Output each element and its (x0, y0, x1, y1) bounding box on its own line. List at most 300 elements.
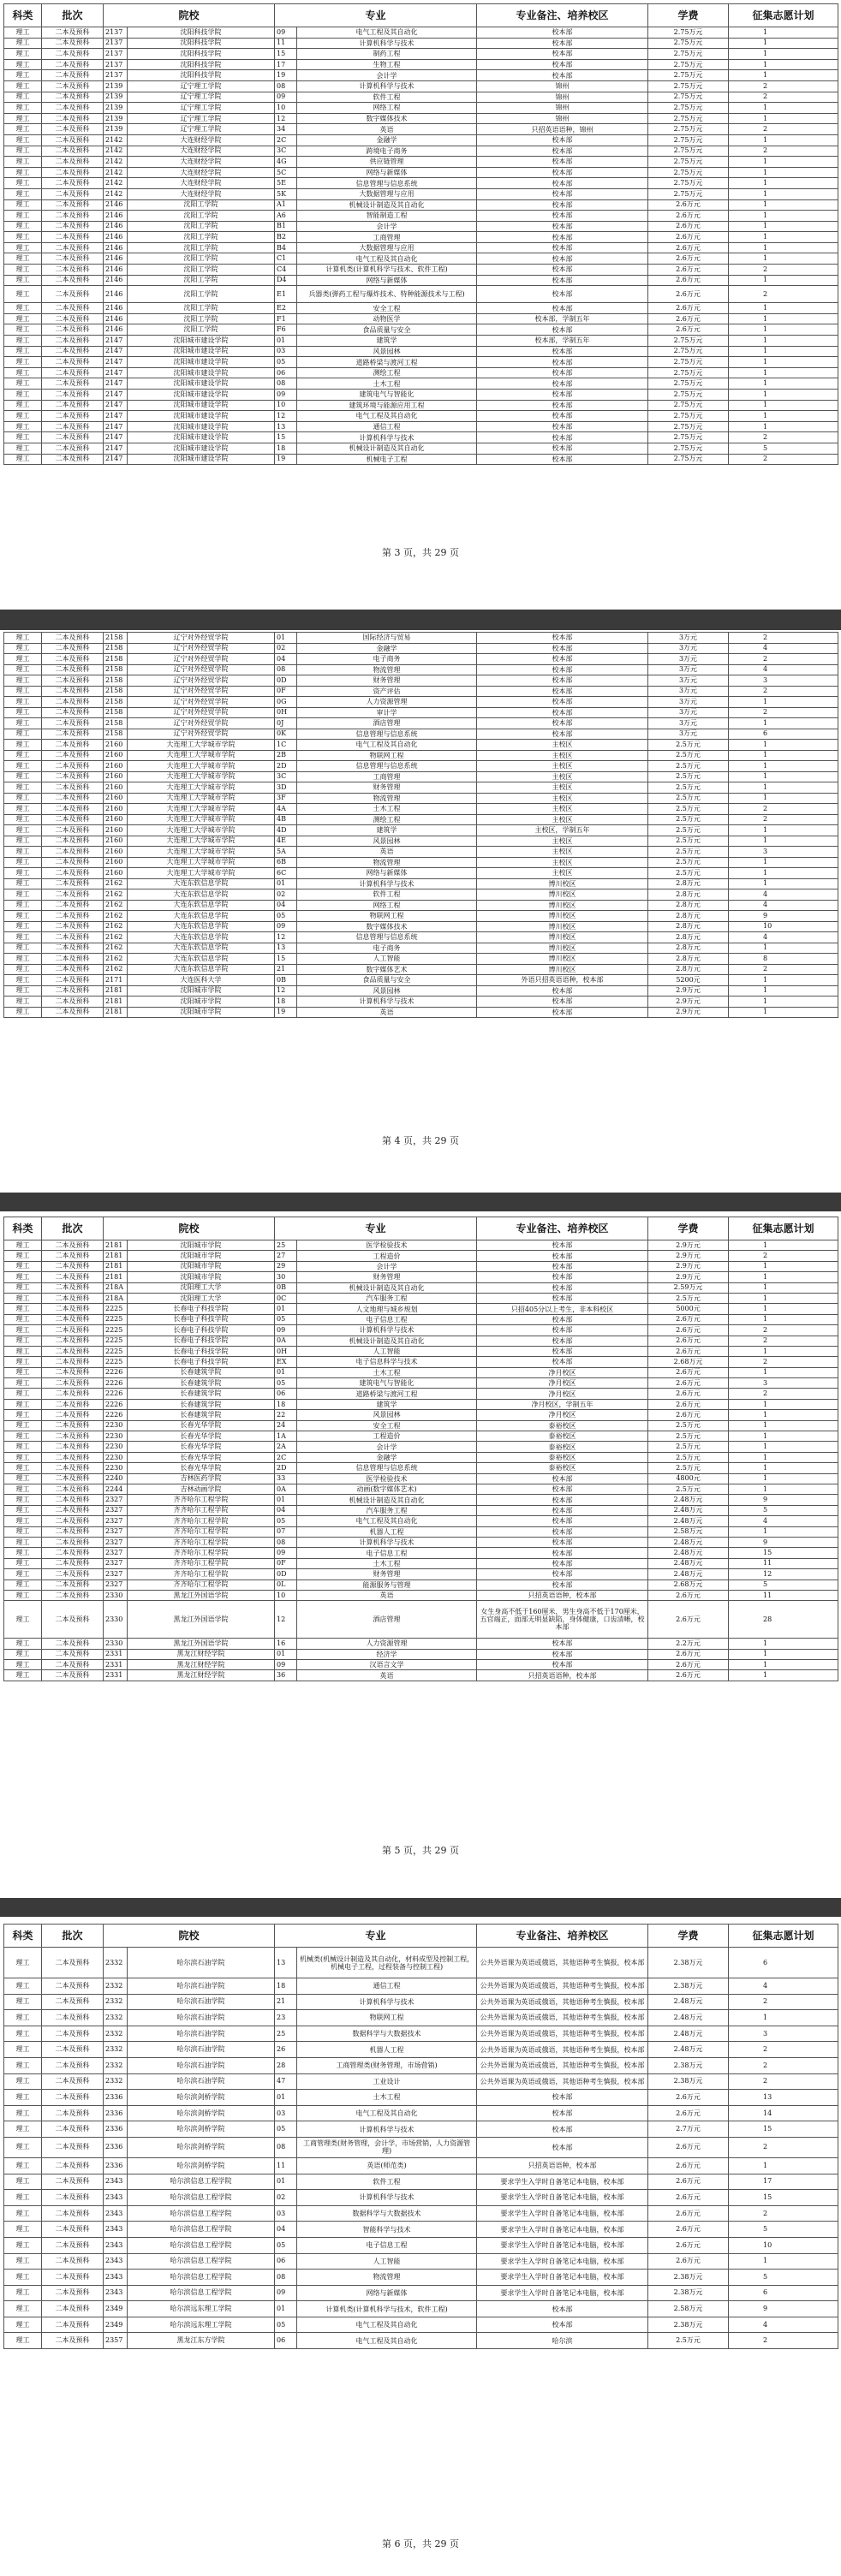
tuition-cell: 2.48万元 (648, 1505, 729, 1515)
major-name-cell: 医学检验技术 (297, 1473, 477, 1484)
school-code-cell: 2343 (104, 2285, 128, 2301)
tuition-cell: 2.8万元 (648, 932, 729, 943)
major-name-cell: 通信工程 (297, 1978, 477, 1995)
subject-cell: 理工 (4, 188, 42, 199)
subject-cell: 理工 (4, 740, 42, 751)
major-name-cell: 软件工程 (297, 889, 477, 901)
major-name-cell: 网络与新媒体 (297, 2285, 477, 2301)
major-code-cell: 13 (275, 943, 297, 954)
major-name-cell: 食品质量与安全 (297, 975, 477, 986)
tuition-cell: 2.6万元 (648, 324, 729, 336)
batch-cell: 二本及预科 (42, 92, 104, 103)
major-note-cell: 博川校区 (477, 954, 648, 965)
school-name-cell: 哈尔滨信息工程学院 (128, 2285, 275, 2301)
school-name-cell: 黑龙江财经学院 (128, 1649, 275, 1659)
subject-cell: 理工 (4, 1272, 42, 1282)
table-row (4, 654, 838, 665)
major-note-cell: 校本部 (477, 324, 648, 336)
major-code-cell: 28 (275, 2057, 297, 2073)
major-note-cell: 校本部 (477, 2301, 648, 2317)
school-code-cell: 2142 (104, 146, 128, 157)
major-code-cell: 01 (275, 2301, 297, 2317)
subject-cell: 理工 (4, 825, 42, 836)
school-name-cell: 大连理工大学城市学院 (128, 782, 275, 794)
batch-cell: 二本及预科 (42, 1420, 104, 1431)
major-note-cell: 校本部 (477, 2090, 648, 2106)
batch-cell: 二本及预科 (42, 1463, 104, 1473)
plan-cell: 1 (729, 400, 838, 411)
major-name-cell: 计算机科学与技术 (297, 80, 477, 92)
subject-cell: 理工 (4, 124, 42, 135)
plan-cell: 2 (729, 265, 838, 276)
school-name-cell: 哈尔滨信息工程学院 (128, 2205, 275, 2222)
school-code-cell: 2343 (104, 2190, 128, 2206)
table-row (4, 1378, 838, 1389)
major-note-cell: 主校区 (477, 793, 648, 804)
tuition-cell: 2.9万元 (648, 1240, 729, 1251)
batch-cell: 二本及预科 (42, 2333, 104, 2349)
batch-cell: 二本及预科 (42, 697, 104, 708)
plan-cell: 2 (729, 814, 838, 825)
school-code-cell: 218A (104, 1293, 128, 1303)
major-name-cell: 建筑电气与智能化 (297, 1378, 477, 1389)
major-note-cell: 只招英语语种，校本部 (477, 1590, 648, 1600)
batch-cell: 二本及预科 (42, 1314, 104, 1324)
major-code-cell: 01 (275, 1495, 297, 1505)
plan-cell: 2 (729, 686, 838, 697)
table-row (4, 2157, 838, 2174)
major-code-cell: C1 (275, 253, 297, 265)
tuition-cell: 2.6万元 (648, 221, 729, 232)
batch-cell: 二本及预科 (42, 2317, 104, 2333)
subject-cell: 理工 (4, 1314, 42, 1324)
major-name-cell: 酒店管理 (297, 718, 477, 729)
batch-cell: 二本及预科 (42, 1569, 104, 1580)
table-row (4, 900, 838, 911)
table-row (4, 1304, 838, 1314)
school-name-cell: 大连理工大学城市学院 (128, 740, 275, 751)
major-name-cell: 动画(数字媒体艺术) (297, 1484, 477, 1494)
school-name-cell: 哈尔滨剑桥学院 (128, 2121, 275, 2138)
plan-cell: 2 (729, 2057, 838, 2073)
tuition-cell: 2.9万元 (648, 1007, 729, 1018)
major-code-cell: 08 (275, 2270, 297, 2286)
plan-cell: 1 (729, 1431, 838, 1442)
school-code-cell: 2137 (104, 59, 128, 70)
batch-cell: 二本及预科 (42, 134, 104, 146)
major-code-cell: 04 (275, 654, 297, 665)
school-code-cell: 2331 (104, 1649, 128, 1659)
major-note-cell: 校本部 (477, 1251, 648, 1261)
table-row (4, 825, 838, 836)
school-code-cell: 2331 (104, 1660, 128, 1670)
school-code-cell: 2336 (104, 2090, 128, 2106)
major-code-cell: 5C (275, 167, 297, 178)
school-name-cell: 沈阳工学院 (128, 324, 275, 336)
header-plan: 征集志愿计划 (729, 1925, 838, 1948)
school-name-cell: 大连财经学院 (128, 134, 275, 146)
table-row (4, 793, 838, 804)
subject-cell: 理工 (4, 2222, 42, 2238)
table-row (4, 1601, 838, 1639)
table-row (4, 1463, 838, 1473)
plan-cell: 1 (729, 49, 838, 60)
table-row (4, 836, 838, 847)
subject-cell: 理工 (4, 303, 42, 314)
major-note-cell: 校本部 (477, 421, 648, 432)
table-row (4, 2285, 838, 2301)
school-code-cell: 2147 (104, 432, 128, 443)
table-row (4, 134, 838, 146)
school-name-cell: 沈阳工学院 (128, 313, 275, 324)
subject-cell: 理工 (4, 211, 42, 222)
table-row (4, 232, 838, 243)
table-row (4, 1357, 838, 1367)
major-name-cell: 信息管理与信息系统 (297, 932, 477, 943)
school-code-cell: 2343 (104, 2253, 128, 2270)
school-name-cell: 辽宁理工学院 (128, 92, 275, 103)
batch-cell: 二本及预科 (42, 1389, 104, 1399)
header-plan: 征集志愿计划 (729, 4, 838, 27)
major-name-cell: 跨境电子商务 (297, 146, 477, 157)
school-name-cell: 大连理工大学城市学院 (128, 836, 275, 847)
plan-cell: 1 (729, 134, 838, 146)
major-name-cell: 会计学 (297, 1261, 477, 1271)
batch-cell: 二本及预科 (42, 2270, 104, 2286)
major-name-cell: 人力资源管理 (297, 697, 477, 708)
table-row (4, 633, 838, 644)
major-note-cell: 要求学生入学时自备笔记本电脑，校本部 (477, 2222, 648, 2238)
batch-cell: 二本及预科 (42, 878, 104, 889)
major-note-cell: 校本部 (477, 1473, 648, 1484)
major-code-cell: 18 (275, 996, 297, 1008)
school-code-cell: 2225 (104, 1357, 128, 1367)
subject-cell: 理工 (4, 1978, 42, 1995)
tuition-cell: 2.75万元 (648, 378, 729, 390)
plan-cell: 1 (729, 59, 838, 70)
batch-cell: 二本及预科 (42, 49, 104, 60)
major-code-cell: 01 (275, 1649, 297, 1659)
table-row (4, 868, 838, 879)
school-code-cell: 2327 (104, 1569, 128, 1580)
header-major: 专业 (275, 1925, 477, 1948)
table-row (4, 1548, 838, 1558)
subject-cell: 理工 (4, 2317, 42, 2333)
school-name-cell: 齐齐哈尔工程学院 (128, 1537, 275, 1547)
table-row (4, 80, 838, 92)
school-code-cell: 2158 (104, 697, 128, 708)
tuition-cell: 2.75万元 (648, 38, 729, 49)
major-note-cell: 校本部 (477, 188, 648, 199)
subject-cell: 理工 (4, 113, 42, 124)
tuition-cell: 2.9万元 (648, 996, 729, 1008)
header-major-note: 专业备注、培养校区 (477, 1925, 648, 1948)
school-code-cell: 2147 (104, 421, 128, 432)
tuition-cell: 2.6万元 (648, 1601, 729, 1639)
major-code-cell: 2D (275, 761, 297, 772)
school-code-cell: 2147 (104, 357, 128, 368)
subject-cell: 理工 (4, 103, 42, 114)
major-note-cell: 哈尔滨 (477, 2333, 648, 2349)
batch-cell: 二本及预科 (42, 1548, 104, 1558)
major-name-cell: 能源服务与管理 (297, 1580, 477, 1590)
major-code-cell: 2C (275, 134, 297, 146)
batch-cell: 二本及预科 (42, 1261, 104, 1271)
major-note-cell: 校本部 (477, 1516, 648, 1526)
plan-cell: 1 (729, 1261, 838, 1271)
table-row (4, 1569, 838, 1580)
page-footer: 第 3 页，共 29 页 (382, 547, 459, 558)
school-name-cell: 哈尔滨石油学院 (128, 1994, 275, 2010)
tuition-cell: 2.5万元 (648, 836, 729, 847)
major-code-cell: 4B (275, 814, 297, 825)
table-row (4, 943, 838, 954)
school-code-cell: 2327 (104, 1526, 128, 1537)
major-code-cell: E2 (275, 303, 297, 314)
major-note-cell: 要求学生入学时自备笔记本电脑，校本部 (477, 2237, 648, 2253)
batch-cell: 二本及预科 (42, 771, 104, 782)
school-code-cell: 2226 (104, 1399, 128, 1409)
major-code-cell: 17 (275, 59, 297, 70)
major-note-cell: 只招英语语种，校本部 (477, 2157, 648, 2174)
table-row (4, 1978, 838, 1995)
major-note-cell: 外语只招英语语种，校本部 (477, 975, 648, 986)
school-name-cell: 辽宁对外经贸学院 (128, 654, 275, 665)
school-name-cell: 大连东软信息学院 (128, 964, 275, 975)
school-code-cell: 2332 (104, 2042, 128, 2058)
header-batch: 批次 (42, 1217, 104, 1240)
header-school: 院校 (104, 1925, 275, 1948)
plan-cell: 2 (729, 454, 838, 465)
plan-cell: 2 (729, 633, 838, 644)
school-code-cell: 2343 (104, 2174, 128, 2190)
tuition-cell: 2.48万元 (648, 1495, 729, 1505)
major-name-cell: 物流管理 (297, 664, 477, 675)
major-note-cell: 主校区 (477, 782, 648, 794)
major-name-cell: 智能制造工程 (297, 211, 477, 222)
tuition-cell: 2.48万元 (648, 2042, 729, 2058)
table-row (4, 2105, 838, 2121)
school-code-cell: 2146 (104, 313, 128, 324)
major-name-cell: 英语 (297, 1007, 477, 1018)
batch-cell: 二本及预科 (42, 38, 104, 49)
plan-cell: 1 (729, 1399, 838, 1409)
major-name-cell: 物流管理 (297, 857, 477, 868)
school-name-cell: 大连财经学院 (128, 167, 275, 178)
tuition-cell: 2.5万元 (648, 1463, 729, 1473)
major-code-cell: 1C (275, 740, 297, 751)
major-code-cell: 06 (275, 1389, 297, 1399)
major-code-cell: EX (275, 1357, 297, 1367)
plan-cell: 1 (729, 253, 838, 265)
major-code-cell: 21 (275, 964, 297, 975)
major-code-cell: 0F (275, 1558, 297, 1568)
plan-cell: 2 (729, 2137, 838, 2157)
subject-cell: 理工 (4, 954, 42, 965)
plan-cell: 1 (729, 1007, 838, 1018)
major-name-cell: 大数据管理与应用 (297, 188, 477, 199)
major-name-cell: 医学检验技术 (297, 1240, 477, 1251)
plan-cell: 2 (729, 1336, 838, 1346)
table-row (4, 782, 838, 794)
batch-cell: 二本及预科 (42, 1649, 104, 1659)
school-name-cell: 沈阳工学院 (128, 275, 275, 286)
subject-cell: 理工 (4, 996, 42, 1008)
school-name-cell: 大连财经学院 (128, 178, 275, 189)
batch-cell: 二本及预科 (42, 1293, 104, 1303)
major-code-cell: C4 (275, 265, 297, 276)
school-name-cell: 哈尔滨剑桥学院 (128, 2090, 275, 2106)
school-name-cell: 沈阳城市学院 (128, 1007, 275, 1018)
school-name-cell: 哈尔滨剑桥学院 (128, 2105, 275, 2121)
school-code-cell: 2226 (104, 1389, 128, 1399)
plan-cell: 2 (729, 124, 838, 135)
tuition-cell: 2.75万元 (648, 188, 729, 199)
major-note-cell: 博川校区 (477, 889, 648, 901)
major-code-cell: 05 (275, 357, 297, 368)
batch-cell: 二本及预科 (42, 167, 104, 178)
school-code-cell: 218A (104, 1282, 128, 1293)
major-code-cell: 04 (275, 900, 297, 911)
school-name-cell: 大连东软信息学院 (128, 943, 275, 954)
table-row (4, 2253, 838, 2270)
major-code-cell: F1 (275, 313, 297, 324)
school-name-cell: 长春光华学院 (128, 1420, 275, 1431)
major-name-cell: 数字媒体艺术 (297, 964, 477, 975)
major-note-cell: 校本部 (477, 1580, 648, 1590)
school-code-cell: 2181 (104, 1240, 128, 1251)
batch-cell: 二本及预科 (42, 1367, 104, 1377)
major-note-cell: 公共外语课为英语或俄语，其他语种考生慎报，校本部 (477, 1994, 648, 2010)
school-code-cell: 2327 (104, 1505, 128, 1515)
table-row (4, 199, 838, 211)
batch-cell: 二本及预科 (42, 2073, 104, 2090)
plan-cell: 3 (729, 2026, 838, 2042)
tuition-cell: 2.6万元 (648, 1367, 729, 1377)
table-row (4, 2205, 838, 2222)
table-row (4, 1484, 838, 1494)
major-name-cell: 机器人工程 (297, 1526, 477, 1537)
school-code-cell: 2158 (104, 654, 128, 665)
subject-cell: 理工 (4, 1580, 42, 1590)
batch-cell: 二本及预科 (42, 2222, 104, 2238)
table-row (4, 92, 838, 103)
batch-cell: 二本及预科 (42, 346, 104, 357)
school-name-cell: 沈阳理工大学 (128, 1293, 275, 1303)
major-note-cell: 博川校区 (477, 964, 648, 975)
school-name-cell: 大连东软信息学院 (128, 878, 275, 889)
school-name-cell: 黑龙江东方学院 (128, 2333, 275, 2349)
school-code-cell: 2146 (104, 324, 128, 336)
school-name-cell: 齐齐哈尔工程学院 (128, 1505, 275, 1515)
major-code-cell: 19 (275, 454, 297, 465)
plan-cell: 5 (729, 1580, 838, 1590)
major-code-cell: 13 (275, 421, 297, 432)
school-code-cell: 2160 (104, 740, 128, 751)
table-row (4, 1346, 838, 1356)
plan-cell: 1 (729, 878, 838, 889)
table-row (4, 38, 838, 49)
table-row (4, 2317, 838, 2333)
subject-cell: 理工 (4, 1505, 42, 1515)
tuition-cell: 2.6万元 (648, 2253, 729, 2270)
school-code-cell: 2139 (104, 113, 128, 124)
school-code-cell: 2226 (104, 1378, 128, 1389)
subject-cell: 理工 (4, 2010, 42, 2026)
plan-cell: 9 (729, 1495, 838, 1505)
major-note-cell: 校本部，学制五年 (477, 336, 648, 347)
school-code-cell: 2146 (104, 275, 128, 286)
major-note-cell: 校本部 (477, 199, 648, 211)
major-name-cell: 土木工程 (297, 378, 477, 390)
major-note-cell: 校本部 (477, 707, 648, 718)
school-name-cell: 沈阳科技学院 (128, 49, 275, 60)
subject-cell: 理工 (4, 411, 42, 422)
subject-cell: 理工 (4, 2057, 42, 2073)
major-code-cell: 33 (275, 1473, 297, 1484)
tuition-cell: 2.75万元 (648, 336, 729, 347)
school-code-cell: 2158 (104, 718, 128, 729)
tuition-cell: 2.5万元 (648, 868, 729, 879)
school-code-cell: 2327 (104, 1558, 128, 1568)
major-note-cell: 泰裕校区 (477, 1442, 648, 1452)
school-code-cell: 2230 (104, 1463, 128, 1473)
major-note-cell: 校本部 (477, 1357, 648, 1367)
plan-cell: 2 (729, 80, 838, 92)
major-name-cell: 计算机科学与技术 (297, 878, 477, 889)
major-name-cell: 网络与新媒体 (297, 167, 477, 178)
tuition-cell: 2.9万元 (648, 985, 729, 996)
plan-cell: 1 (729, 242, 838, 253)
batch-cell: 二本及预科 (42, 1639, 104, 1649)
plan-cell: 1 (729, 1282, 838, 1293)
header-school: 院校 (104, 4, 275, 27)
school-code-cell: 2349 (104, 2301, 128, 2317)
subject-cell: 理工 (4, 1484, 42, 1494)
school-code-cell: 2137 (104, 70, 128, 81)
table-row (4, 1261, 838, 1271)
school-code-cell: 2230 (104, 1431, 128, 1442)
batch-cell: 二本及预科 (42, 1670, 104, 1681)
tuition-cell: 2.5万元 (648, 761, 729, 772)
major-code-cell: 4E (275, 836, 297, 847)
subject-cell: 理工 (4, 80, 42, 92)
table-row (4, 1325, 838, 1336)
major-name-cell: 计算机类(计算机科学与技术、软件工程) (297, 265, 477, 276)
plan-cell: 1 (729, 157, 838, 168)
school-code-cell: 2147 (104, 443, 128, 454)
major-note-cell: 主校区 (477, 740, 648, 751)
tuition-cell: 2.68万元 (648, 1580, 729, 1590)
tuition-cell: 2.48万元 (648, 1548, 729, 1558)
school-name-cell: 辽宁对外经贸学院 (128, 697, 275, 708)
major-name-cell: 计算机类(计算机科学与技术，软件工程) (297, 2301, 477, 2317)
subject-cell: 理工 (4, 221, 42, 232)
plan-cell: 1 (729, 178, 838, 189)
major-note-cell: 校本部 (477, 1007, 648, 1018)
school-code-cell: 2171 (104, 975, 128, 986)
subject-cell: 理工 (4, 38, 42, 49)
major-note-cell: 净月校区 (477, 1389, 648, 1399)
plan-cell: 2 (729, 2205, 838, 2222)
tuition-cell: 2.75万元 (648, 70, 729, 81)
tuition-cell: 3万元 (648, 718, 729, 729)
school-name-cell: 哈尔滨剑桥学院 (128, 2157, 275, 2174)
plan-cell: 2 (729, 286, 838, 303)
tuition-cell: 2.75万元 (648, 134, 729, 146)
batch-cell: 二本及预科 (42, 1526, 104, 1537)
tuition-cell: 2.6万元 (648, 1314, 729, 1324)
